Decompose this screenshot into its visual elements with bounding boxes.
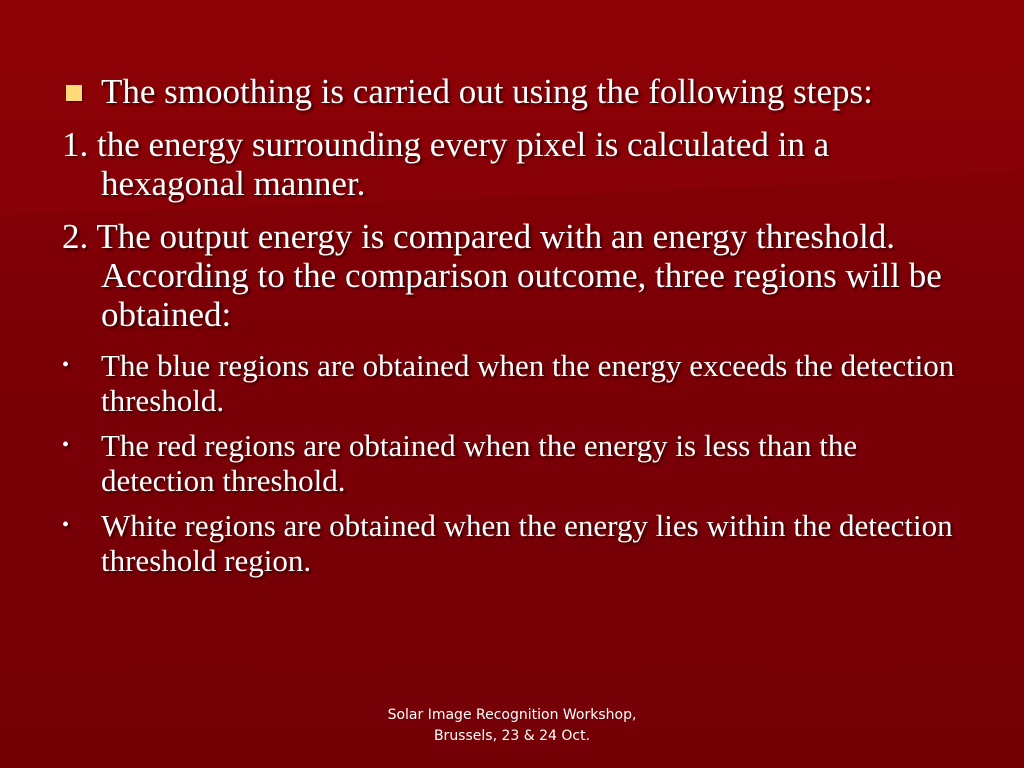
slide-body <box>62 72 962 588</box>
numbered-item-2 <box>62 217 962 334</box>
bullet-dot-icon: • <box>62 514 70 536</box>
footer-line-1: Solar Image Recognition Workshop, <box>387 707 637 723</box>
sub-bullet-item-blue <box>62 348 962 418</box>
numbered-item-1 <box>62 125 962 203</box>
sub-bullet-text: The red regions are obtained when the energy is less than the detection threshold. <box>101 428 858 498</box>
sub-bullet-item-red <box>62 428 962 498</box>
numbered-text: 1. the energy surrounding every pixel is calculated in a hexagonal manner. <box>62 125 830 203</box>
square-bullet-icon <box>66 85 82 101</box>
bullet-dot-icon: • <box>62 354 70 376</box>
sub-bullet-text: White regions are obtained when the energy lies within the detection threshold region. <box>101 508 953 578</box>
square-bullet-item <box>62 72 962 111</box>
footer-line-2: Brussels, 23 & 24 Oct. <box>433 728 591 744</box>
numbered-text: 2. The output energy is compared with an energy threshold. According to the comparison outcome, three regions will be obtained: <box>62 217 942 334</box>
sub-bullet-item-white <box>62 508 962 578</box>
bullet-dot-icon: • <box>62 434 70 456</box>
bullet-text: The smoothing is carried out using the following steps: <box>101 72 873 111</box>
slide-footer <box>362 705 662 747</box>
sub-bullet-text: The blue regions are obtained when the energy exceeds the detection threshold. <box>101 348 955 418</box>
